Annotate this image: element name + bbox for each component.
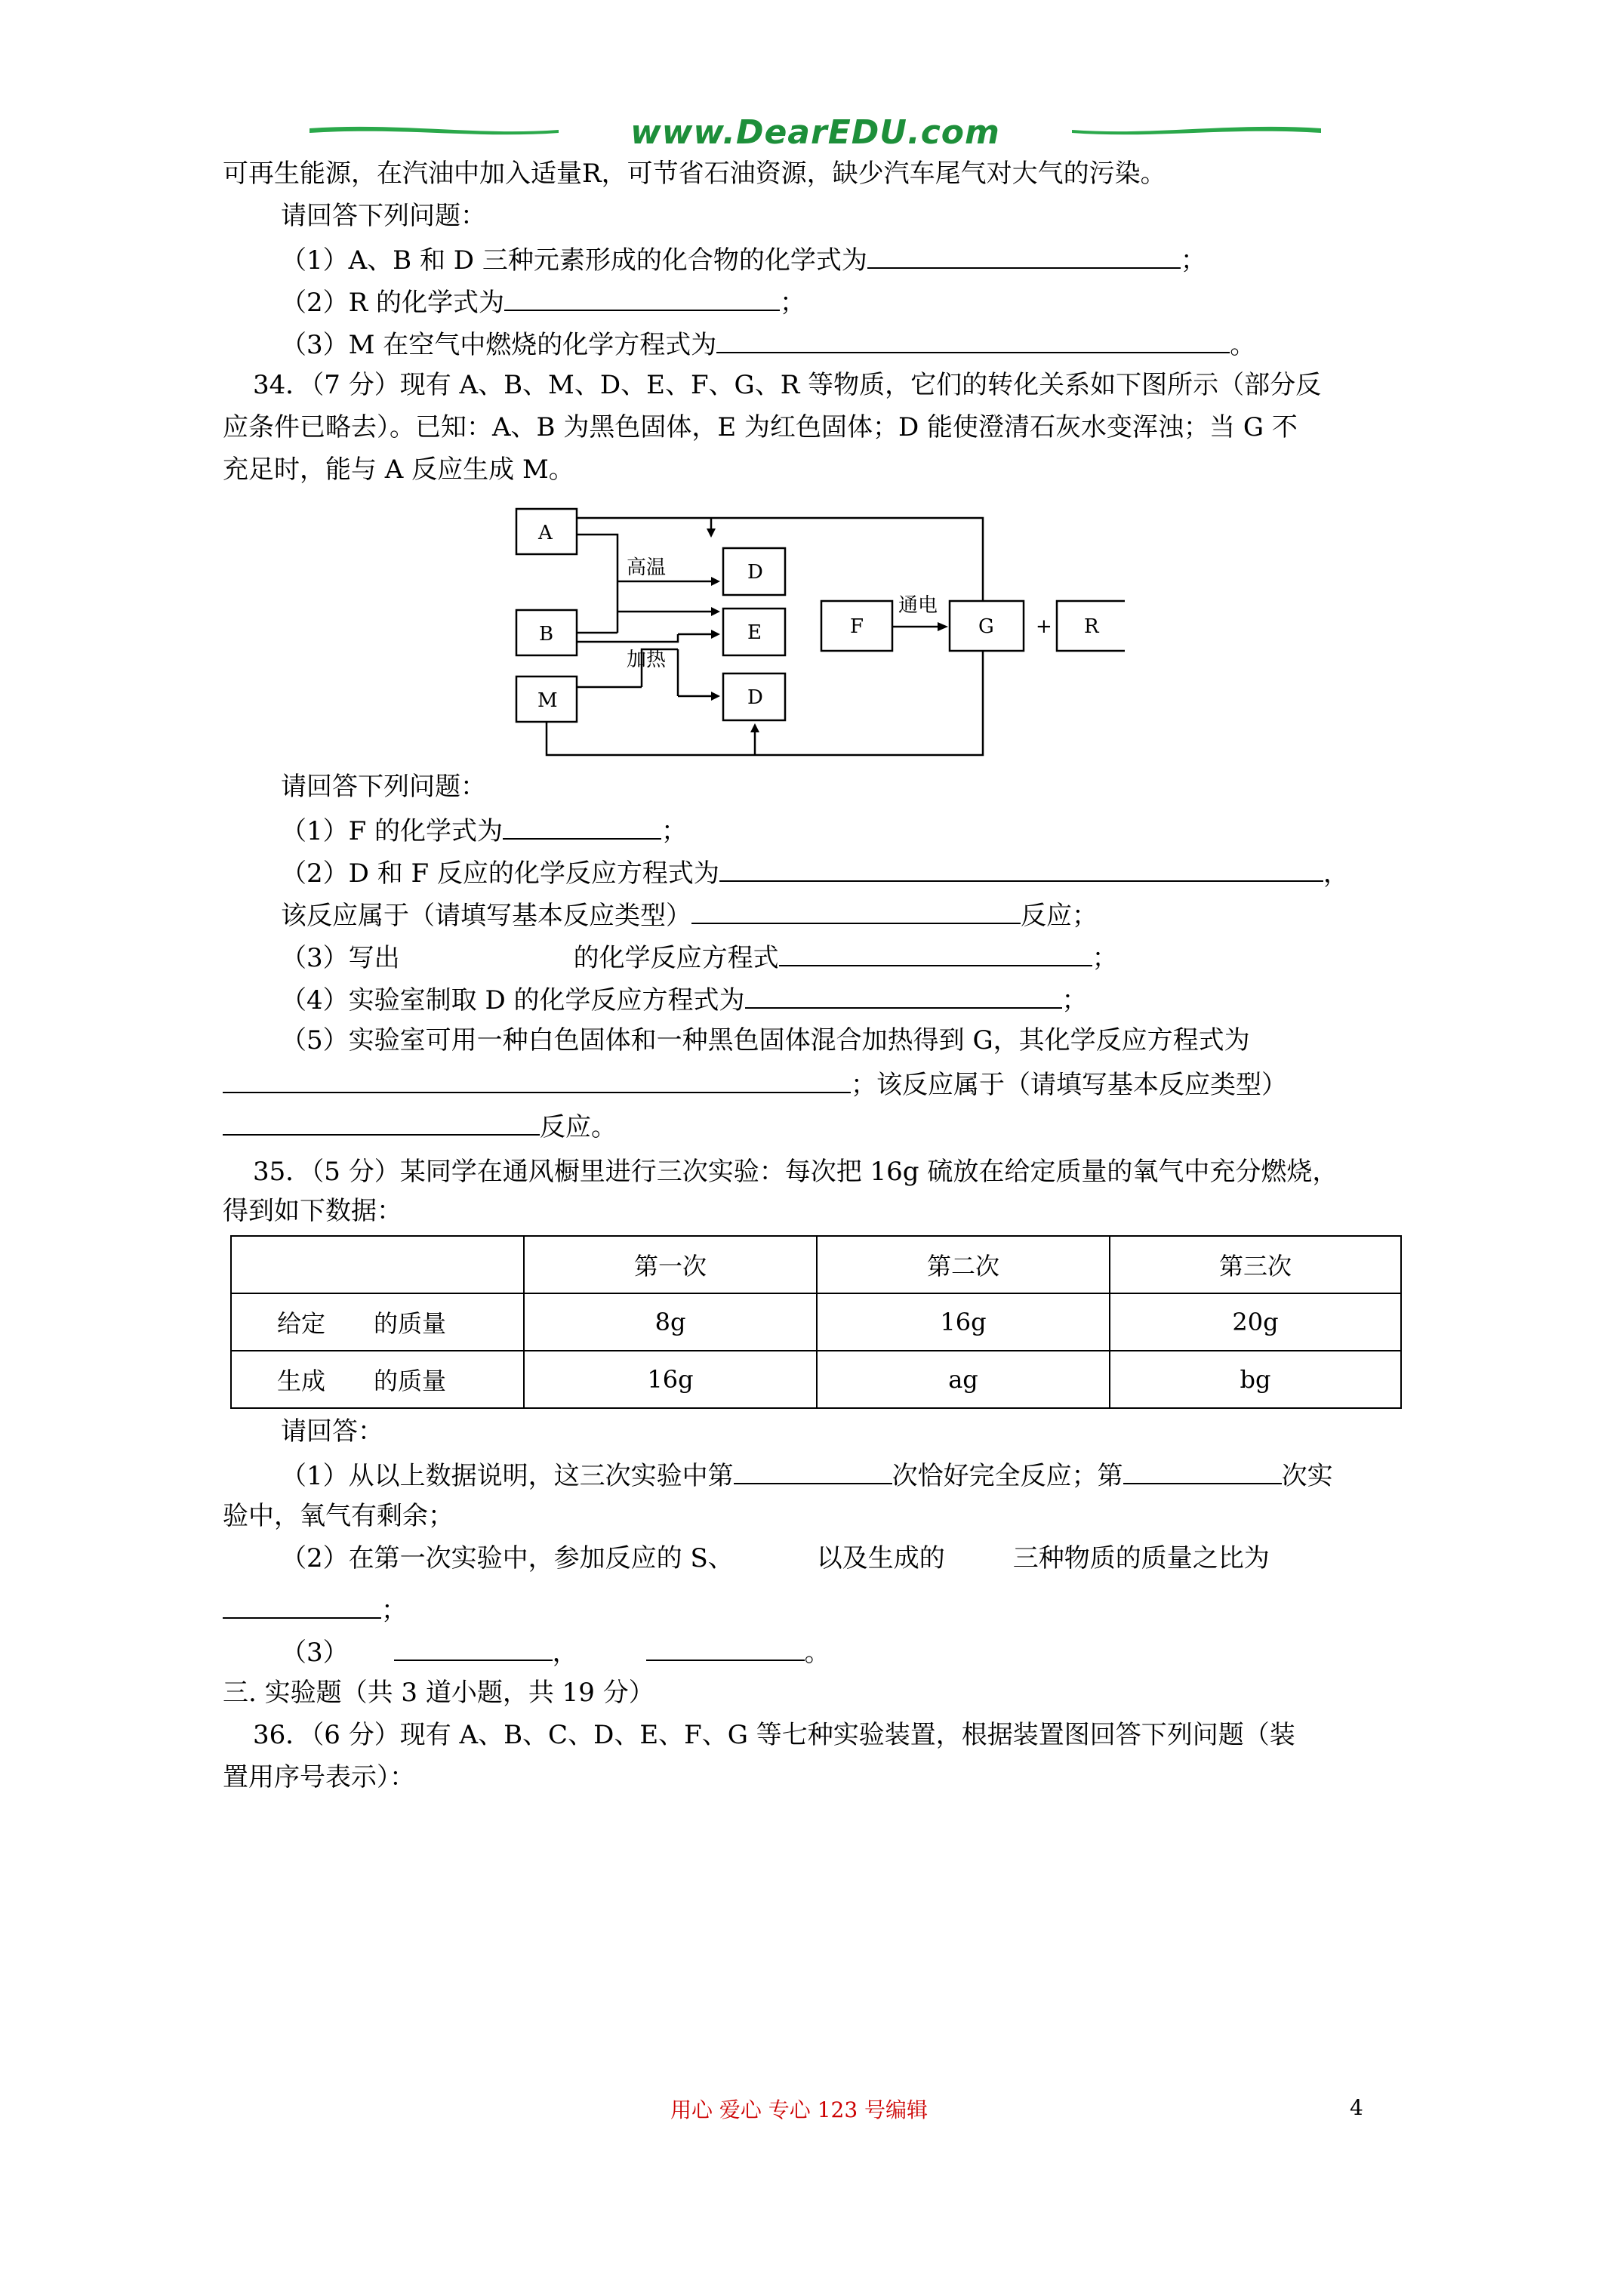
question-text: （3）M 在空气中燃烧的化学方程式为	[281, 330, 717, 360]
answer-blank[interactable]	[716, 328, 1230, 353]
table-header: 第一次	[524, 1236, 817, 1293]
footer-text: 用心 爱心 专心 123 号编辑	[670, 2097, 929, 2122]
section-heading: 三. 实验题（共 3 道小题，共 19 分）	[223, 1678, 654, 1708]
punct: 。	[1230, 330, 1256, 360]
reaction-diagram	[506, 498, 1125, 770]
question-text: （2）在第一次实验中，参加反应的 S、	[281, 1543, 734, 1573]
text-line: 请回答下列问题：	[281, 772, 486, 802]
label-heat: 加热	[627, 649, 667, 671]
text-line: 充足时，能与 A 反应生成 M。	[223, 455, 574, 485]
answer-blank[interactable]	[745, 983, 1062, 1009]
question-text: （3）	[281, 1638, 349, 1668]
text-line: 请回答下列问题：	[281, 201, 486, 231]
question-line	[281, 243, 1206, 276]
label-a: A	[538, 522, 553, 544]
question-text: 反应；	[1021, 901, 1098, 931]
label-b: B	[539, 623, 554, 646]
table-cell: ag	[817, 1351, 1110, 1408]
answer-blank[interactable]	[223, 1110, 540, 1136]
label-m: M	[537, 689, 558, 712]
table-cell: bg	[1110, 1351, 1401, 1408]
punct: ；	[1061, 985, 1088, 1015]
text-line: 置用序号表示）：	[223, 1762, 415, 1792]
table-cell: 16g	[524, 1351, 817, 1408]
label-r: R	[1084, 615, 1099, 638]
table-header: 第二次	[817, 1236, 1110, 1293]
punct: ；	[1180, 245, 1206, 276]
answer-blank[interactable]	[223, 1068, 851, 1093]
question-text: （3）写出	[281, 943, 400, 973]
label-e: E	[747, 621, 762, 644]
table-row	[231, 1293, 1401, 1351]
label-d1: D	[747, 561, 763, 584]
question-text: （1）从以上数据说明，这三次实验中第	[281, 1461, 734, 1491]
text-line: 验中，氧气有剩余；	[223, 1501, 454, 1531]
punct: ；	[661, 816, 688, 846]
text-line: 应条件已略去）。已知：A、B 为黑色固体，E 为红色固体；D 能使澄清石灰水变浑浊；当 G 不	[223, 412, 1298, 442]
label-f: F	[850, 615, 864, 638]
answer-blank[interactable]	[719, 856, 1323, 882]
question-35: 35．（5 分）某同学在通风橱里进行三次实验：每次把 16g 硫放在给定质量的氧气中充分燃烧，	[253, 1157, 1338, 1187]
text-line: 可再生能源，在汽油中加入适量R，可节省石油资源，缺少汽车尾气对大气的污染。	[223, 159, 1166, 189]
table-header: 第三次	[1110, 1236, 1401, 1293]
label-d2: D	[747, 686, 763, 709]
table-row-label: 生成 的质量	[231, 1351, 524, 1408]
page-number: 4	[1350, 2095, 1363, 2120]
punct: 。	[804, 1638, 830, 1668]
question-text: （2）D 和 F 反应的化学反应方程式为	[281, 858, 719, 889]
question-line	[281, 814, 687, 846]
label-g: G	[978, 615, 994, 638]
question-line	[281, 856, 1349, 889]
question-line	[223, 1593, 407, 1626]
question-text: 以及生成的	[816, 1543, 945, 1573]
question-line	[281, 328, 1255, 360]
answer-blank[interactable]	[779, 941, 1092, 966]
question-text: 次实	[1281, 1461, 1333, 1491]
answer-blank[interactable]	[504, 285, 780, 311]
answer-blank[interactable]	[734, 1459, 892, 1484]
question-36: 36．（6 分）现有 A、B、C、D、E、F、G 等七种实验装置，根据装置图回答下列问题（装	[253, 1720, 1295, 1750]
question-line	[223, 1110, 617, 1142]
table-row-label: 给定 的质量	[231, 1293, 524, 1351]
punct: ；	[381, 1595, 407, 1626]
table-cell: 20g	[1110, 1293, 1401, 1351]
question-34: 34．（7 分）现有 A、B、M、D、E、F、G、R 等物质，它们的转化关系如下图所示（部分反	[253, 370, 1322, 400]
question-line	[281, 941, 1118, 973]
question-text: 该反应属于（请填写基本反应类型）	[281, 901, 691, 931]
question-line	[281, 983, 1088, 1015]
question-text: 三种物质的质量之比为	[1012, 1543, 1270, 1573]
question-text: （2）R 的化学式为	[281, 288, 505, 318]
answer-blank[interactable]	[223, 1593, 381, 1619]
text-line: 请回答：	[281, 1416, 383, 1447]
punct: ，	[552, 1638, 578, 1668]
question-line	[281, 285, 805, 318]
label-electrolysis: 通电	[898, 594, 938, 617]
question-line	[281, 1543, 1270, 1573]
question-text: 反应。	[540, 1112, 617, 1142]
question-line	[223, 1068, 1287, 1100]
question-line	[281, 1459, 1333, 1491]
answer-blank[interactable]	[691, 898, 1021, 924]
punct: ，	[1323, 858, 1349, 889]
question-line	[281, 1635, 830, 1668]
table-row	[231, 1351, 1401, 1408]
table-header	[231, 1236, 524, 1293]
answer-blank[interactable]	[394, 1635, 553, 1661]
punct: ；	[1092, 943, 1118, 973]
text-line: （5）实验室可用一种白色固体和一种黑色固体混合加热得到 G，其化学反应方程式为	[281, 1025, 1250, 1056]
table-cell: 8g	[524, 1293, 817, 1351]
question-text: 次恰好完全反应；第	[892, 1461, 1123, 1491]
site-name: www.DearEDU.com	[630, 113, 1000, 152]
data-table	[230, 1235, 1402, 1409]
question-text: 的化学反应方程式	[573, 943, 779, 973]
site-banner	[310, 113, 1321, 159]
label-plus: +	[1036, 615, 1052, 638]
question-line	[281, 898, 1098, 931]
table-header-row	[231, 1236, 1401, 1293]
label-high-temp: 高温	[627, 556, 667, 579]
answer-blank[interactable]	[646, 1635, 805, 1661]
text-line: 得到如下数据：	[223, 1196, 402, 1226]
question-text: （1）F 的化学式为	[281, 816, 504, 846]
question-text: （4）实验室制取 D 的化学反应方程式为	[281, 985, 745, 1015]
answer-blank[interactable]	[867, 243, 1181, 269]
punct: ；	[780, 288, 806, 318]
answer-blank[interactable]	[503, 814, 661, 840]
answer-blank[interactable]	[1123, 1459, 1282, 1484]
table-cell: 16g	[817, 1293, 1110, 1351]
question-text: ；该反应属于（请填写基本反应类型）	[851, 1070, 1287, 1100]
question-text: （1）A、B 和 D 三种元素形成的化合物的化学式为	[281, 245, 867, 276]
